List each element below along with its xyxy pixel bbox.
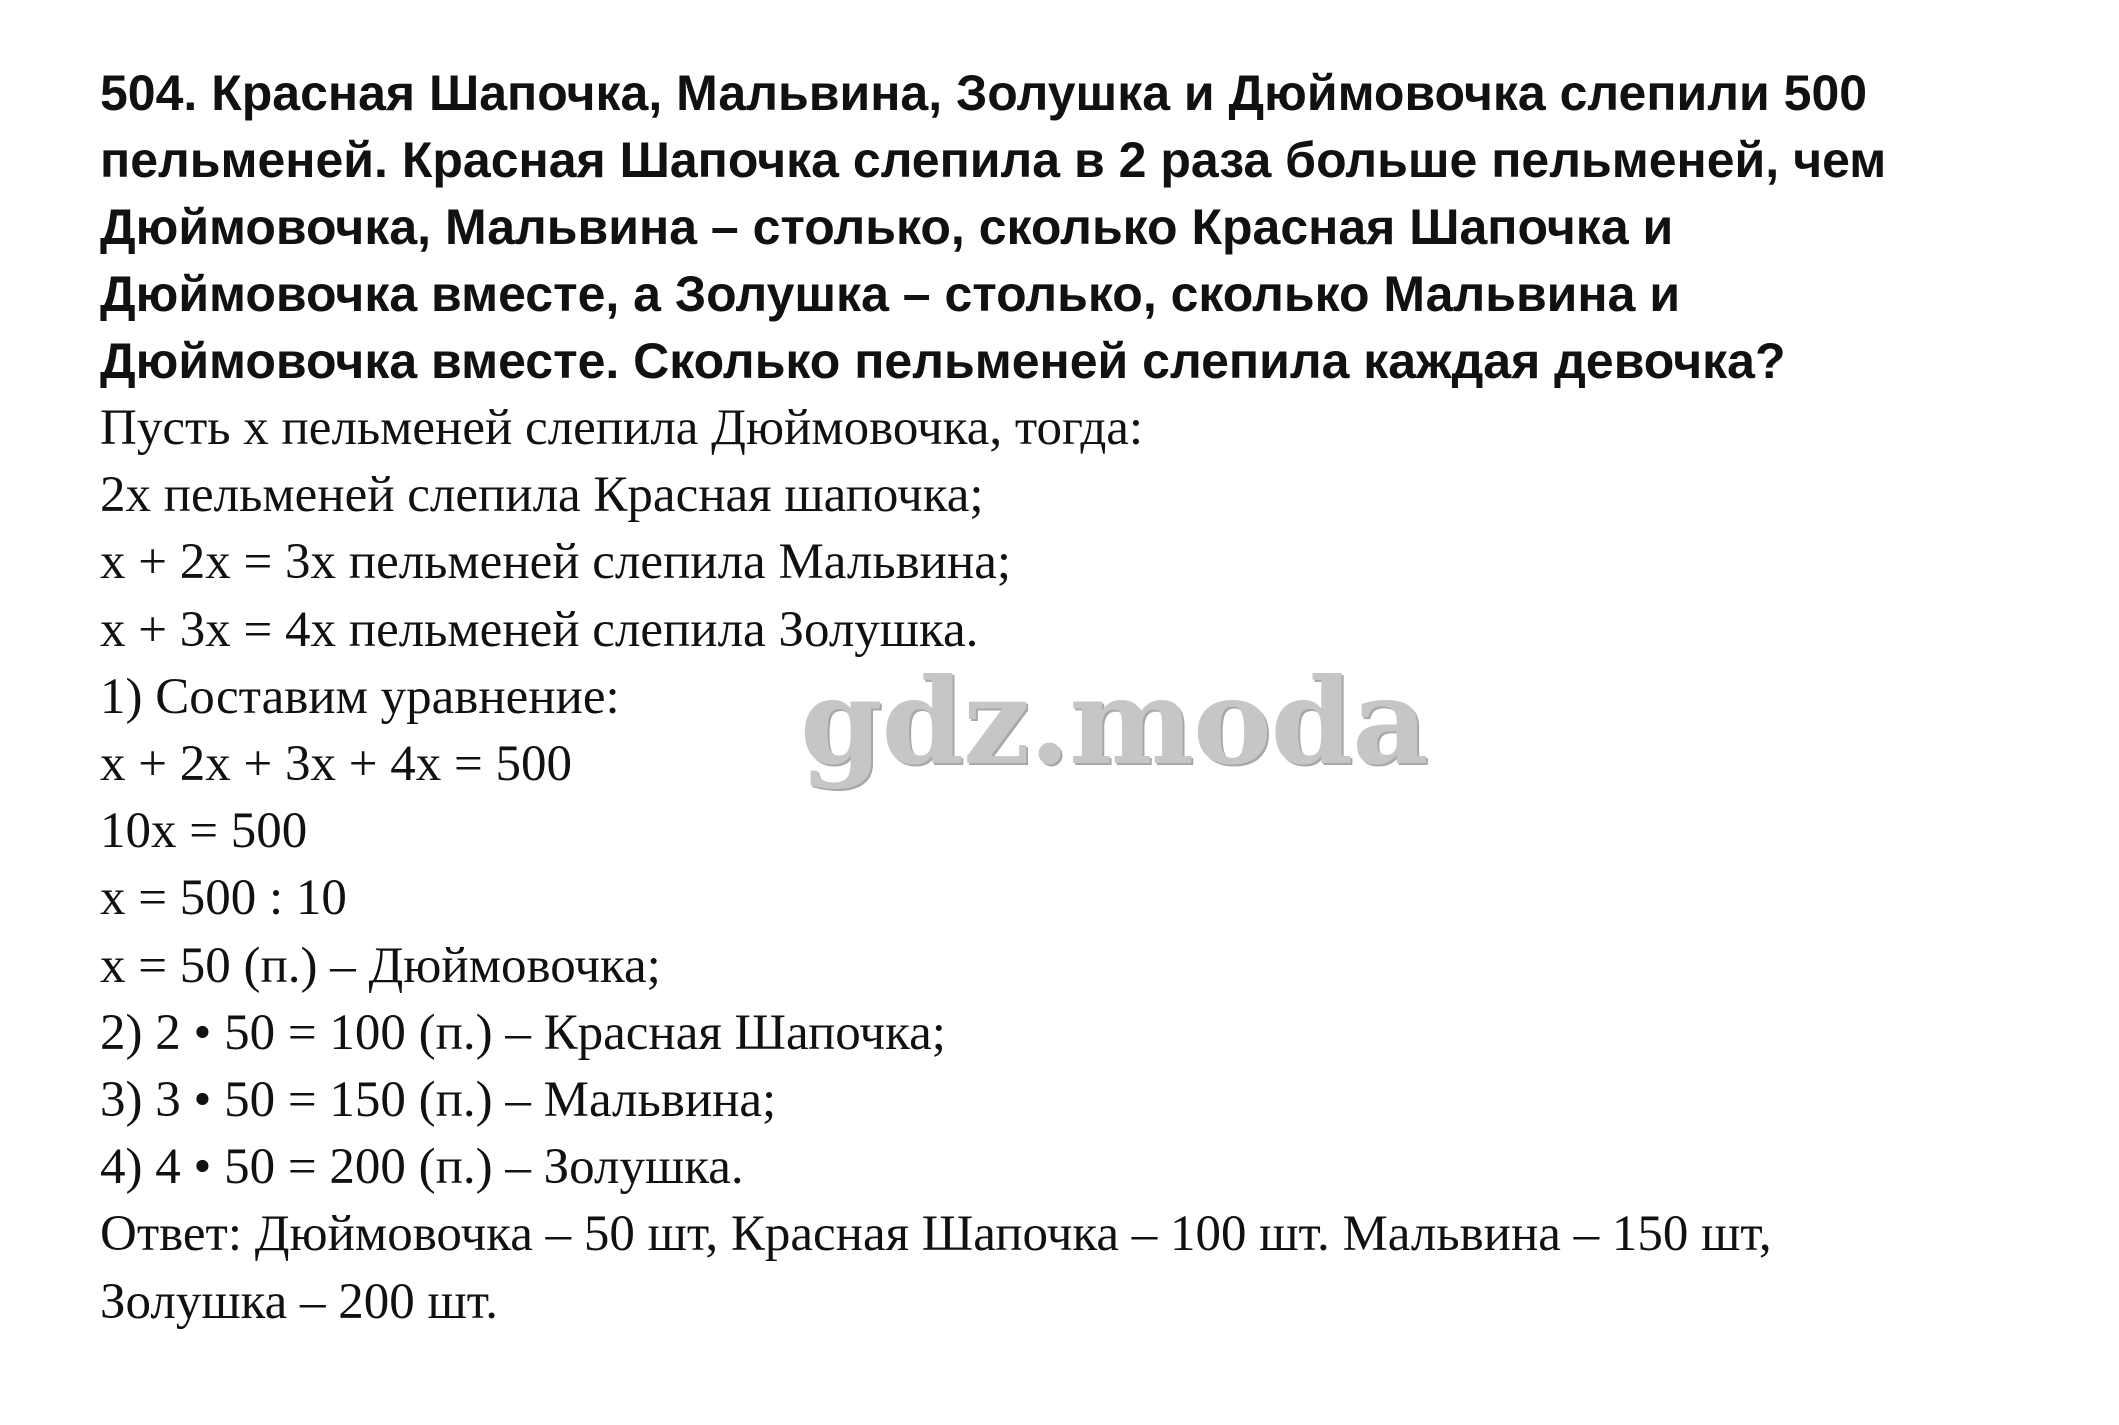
- problem-line: Дюймовочка вместе, а Золушка – столько, сколько Мальвина и: [100, 266, 1681, 322]
- equation-line: х + 2х + 3х + 4х = 500: [100, 736, 573, 793]
- watermark: gdz.moda: [800, 652, 1428, 791]
- solution-step: 4) 4 • 50 = 200 (п.) – Золушка.: [100, 1139, 744, 1196]
- problem-line: 504. Красная Шапочка, Мальвина, Золушка и Дюймовочка слепили 500: [100, 65, 1868, 121]
- problem-line: Дюймовочка вместе. Сколько пельменей слепила каждая девочка?: [100, 333, 1786, 389]
- solution-line: Пусть х пельменей слепила Дюймовочка, тогда:: [100, 400, 1144, 456]
- answer-line: Ответ: Дюймовочка – 50 шт, Красная Шапочка – 100 шт. Мальвина – 150 шт,: [100, 1206, 1772, 1263]
- equation-line: 10х = 500: [100, 803, 308, 860]
- solution-step: 2) 2 • 50 = 100 (п.) – Красная Шапочка;: [100, 1004, 946, 1061]
- solution-body: [100, 395, 2090, 1336]
- solution-line: х + 3х = 4х пельменей слепила Золушка.: [100, 601, 979, 658]
- problem-line: пельменей. Красная Шапочка слепила в 2 раза больше пельменей, чем: [100, 132, 1887, 188]
- solution-line: 2х пельменей слепила Красная шапочка;: [100, 467, 984, 524]
- problem-statement: [100, 60, 2090, 395]
- solution-step: 3) 3 • 50 = 150 (п.) – Мальвина;: [100, 1072, 777, 1129]
- equation-line: х = 500 : 10: [100, 870, 347, 927]
- answer-line: Золушка – 200 шт.: [100, 1273, 498, 1330]
- solution-line: 1) Составим уравнение:: [100, 668, 620, 725]
- solution-line: х + 2х = 3х пельменей слепила Мальвина;: [100, 534, 1012, 591]
- problem-line: Дюймовочка, Мальвина – столько, сколько Красная Шапочка и: [100, 199, 1674, 255]
- equation-line: х = 50 (п.) – Дюймовочка;: [100, 937, 661, 994]
